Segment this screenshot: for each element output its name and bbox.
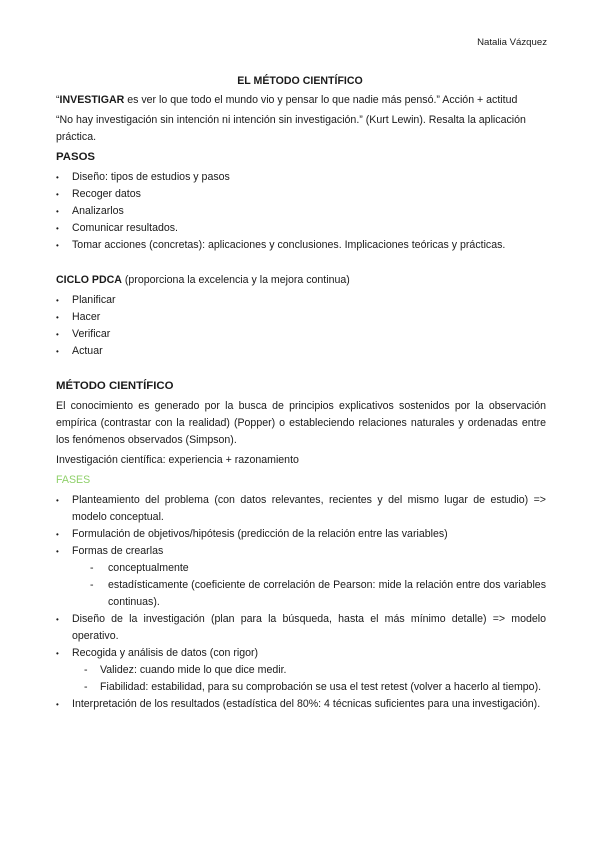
pasos-list xyxy=(56,169,546,254)
fases-heading: FASES xyxy=(56,474,91,486)
fases-list xyxy=(56,492,546,713)
investigacion-line: Investigación científica: experiencia + razonamiento xyxy=(56,454,299,466)
sub-list-item: - conceptualmente xyxy=(56,560,546,577)
pdca-list xyxy=(56,292,546,360)
pdca-heading xyxy=(56,272,546,289)
metodo-paragraph: El conocimiento es generado por la busca de principios explicativos sostenidos por la observación empírica (contrastar con la realidad) (Popper) o estableciendo relaciones naturales y ordenadas entre los fenómenos observados (Simpson). xyxy=(56,400,546,446)
list-item: • Planificar xyxy=(56,292,546,309)
list-item: • Recogida y análisis de datos (con rigor) xyxy=(56,645,546,662)
list-item: • Hacer xyxy=(56,309,546,326)
list-item: • Analizarlos xyxy=(56,203,546,220)
pdca-subtitle: (proporciona la excelencia y la mejora continua) xyxy=(121,274,350,286)
metodo-heading: MÉTODO CIENTÍFICO xyxy=(56,380,174,392)
sub-list-item: - Fiabilidad: estabilidad, para su comprobación se usa el test retest (volver a hacerlo al tiempo). xyxy=(56,679,546,696)
list-item: • Diseño de la investigación (plan para la búsqueda, hasta el más mínimo detalle) => modelo operativo. xyxy=(56,611,546,645)
list-item: • Planteamiento del problema (con datos relevantes, recientes y del mismo lugar de estudio) => modelo conceptual. xyxy=(56,492,546,526)
list-item: • Interpretación de los resultados (estadística del 80%: 4 técnicas suficientes para una investigación). xyxy=(56,696,546,713)
quote-open: “ xyxy=(56,94,60,106)
list-item: • Tomar acciones (concretas): aplicaciones y conclusiones. Implicaciones teóricas y prácticas. xyxy=(56,237,546,254)
intro-quote-2: “No hay investigación sin intención ni intención sin investigación.” (Kurt Lewin). Resalta la aplicación práctica. xyxy=(56,114,526,143)
list-item: • Formulación de objetivos/hipótesis (predicción de la relación entre las variables) xyxy=(56,526,546,543)
list-item: • Formas de crearlas xyxy=(56,543,546,560)
sub-list-item: - estadísticamente (coeficiente de correlación de Pearson: mide la relación entre dos variables continuas). xyxy=(56,577,546,611)
pdca-title: CICLO PDCA xyxy=(56,274,122,286)
list-item: • Recoger datos xyxy=(56,186,546,203)
investigar-term: INVESTIGAR xyxy=(59,94,125,106)
spacer xyxy=(56,254,546,272)
author-name: Natalia Vázquez xyxy=(477,37,547,48)
intro-quote-1 xyxy=(56,92,546,109)
spacer xyxy=(56,360,546,378)
list-item: • Comunicar resultados. xyxy=(56,220,546,237)
list-item: • Actuar xyxy=(56,343,546,360)
sub-list-item: - Validez: cuando mide lo que dice medir. xyxy=(56,662,546,679)
list-item: • Diseño: tipos de estudios y pasos xyxy=(56,169,546,186)
document-title: EL MÉTODO CIENTÍFICO xyxy=(237,75,363,87)
document-body xyxy=(56,92,546,713)
list-item: • Verificar xyxy=(56,326,546,343)
pasos-heading: PASOS xyxy=(56,151,96,163)
quote-1-rest: es ver lo que todo el mundo vio y pensar lo que nadie más pensó.” Acción + actitud xyxy=(124,94,518,106)
